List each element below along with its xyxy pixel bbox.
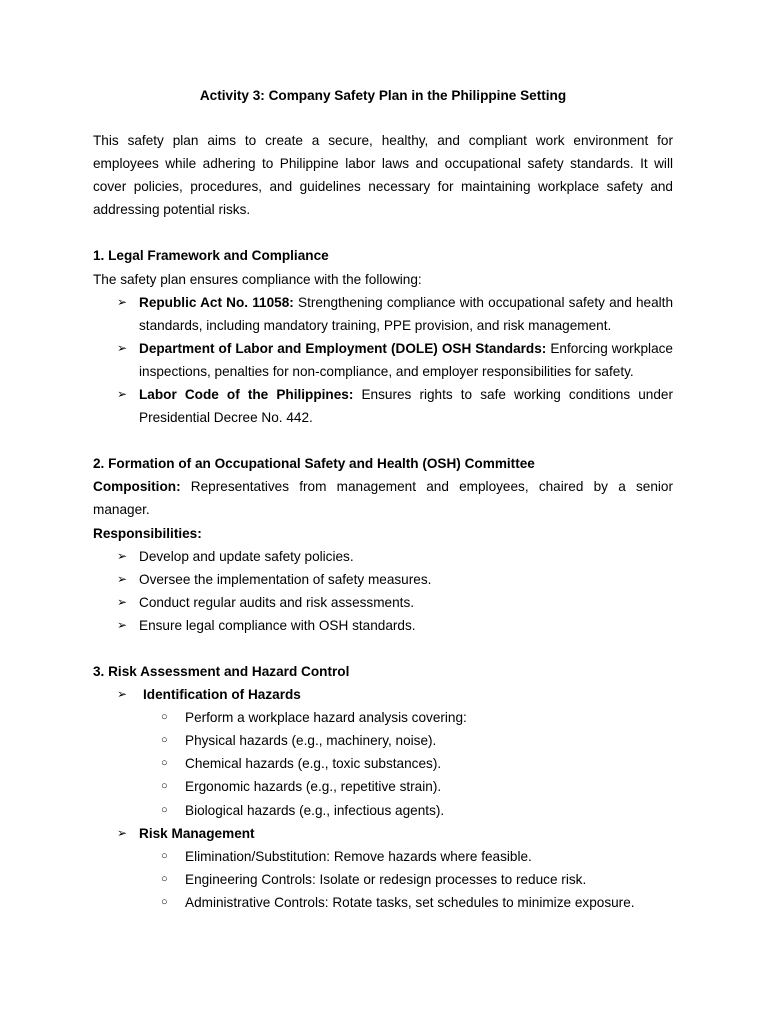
list-item: ○ Perform a workplace hazard analysis covering: (93, 706, 673, 729)
item-text: Enforcing workplace inspections, penalties for non-compliance, and employer responsibilities for safety. (139, 340, 673, 379)
section-1-lead: The safety plan ensures compliance with the following: (93, 271, 422, 287)
composition-text: Representatives from management and employees, chaired by a senior manager. (93, 479, 673, 518)
list-item (93, 383, 673, 429)
list-item: ➢ Conduct regular audits and risk assessments. (93, 591, 673, 614)
section-2-heading: 2. Formation of an Occupational Safety and Health (OSH) Committee (93, 456, 535, 472)
arrow-bullet-icon: ➢ (117, 387, 128, 402)
circle-bullet-icon: ○ (161, 734, 168, 747)
list-item: ○ Elimination/Substitution: Remove hazards where feasible. (93, 845, 673, 868)
circle-bullet-icon: ○ (161, 872, 168, 885)
risk-management-list (93, 845, 673, 914)
arrow-bullet-icon: ➢ (117, 687, 128, 702)
arrow-bullet-icon: ➢ (117, 340, 128, 355)
list-item: ➢ Develop and update safety policies. (93, 545, 673, 568)
item-bold-label: Department of Labor and Employment (DOLE) OSH Standards: (139, 340, 547, 356)
composition-paragraph (93, 475, 673, 521)
item-bold-label: Labor Code of the Philippines: (139, 387, 354, 403)
arrow-bullet-icon: ➢ (117, 548, 128, 563)
composition-label: Composition: (93, 479, 181, 495)
intro-paragraph: This safety plan aims to create a secure, healthy, and compliant work environment for employees while adhering to Philippine labor laws and occupational safety standards. It will cover policies, procedures, and guidelines necessary for maintaining workplace safety and addressing potential risks. (93, 133, 673, 218)
identification-list (93, 706, 673, 821)
arrow-bullet-icon: ➢ (117, 617, 128, 632)
circle-bullet-icon: ○ (161, 895, 168, 908)
list-item: ➢ Oversee the implementation of safety measures. (93, 568, 673, 591)
arrow-bullet-icon: ➢ (117, 594, 128, 609)
responsibilities-list (93, 545, 673, 637)
list-item (93, 291, 673, 337)
list-item (93, 337, 673, 383)
list-item: ➢ Ensure legal compliance with OSH standards. (93, 614, 673, 637)
identification-heading: ➢ Identification of Hazards (93, 683, 673, 706)
circle-bullet-icon: ○ (161, 780, 168, 793)
circle-bullet-icon: ○ (161, 849, 168, 862)
item-bold-label: Republic Act No. 11058: (139, 294, 294, 310)
section-1-heading: 1. Legal Framework and Compliance (93, 248, 329, 264)
responsibilities-label: Responsibilities: (93, 525, 202, 541)
circle-bullet-icon: ○ (161, 803, 168, 816)
list-item: ○ Physical hazards (e.g., machinery, noise). (93, 729, 673, 752)
list-item: ○ Chemical hazards (e.g., toxic substances). (93, 752, 673, 775)
section-3-heading: 3. Risk Assessment and Hazard Control (93, 663, 350, 679)
section-1-list (93, 291, 673, 430)
item-text: Ensures rights to safe working conditions under Presidential Decree No. 442. (139, 387, 674, 426)
document-body (93, 84, 673, 914)
risk-management-heading: ➢ Risk Management (93, 822, 673, 845)
item-text: Strengthening compliance with occupational safety and health standards, including mandatory training, PPE provision, and risk management. (139, 294, 673, 333)
circle-bullet-icon: ○ (161, 757, 168, 770)
arrow-bullet-icon: ➢ (117, 571, 128, 586)
arrow-bullet-icon: ➢ (117, 825, 128, 840)
circle-bullet-icon: ○ (161, 711, 168, 724)
list-item: ○ Ergonomic hazards (e.g., repetitive strain). (93, 775, 673, 798)
document-title: Activity 3: Company Safety Plan in the Philippine Setting (199, 88, 567, 103)
list-item: ○ Engineering Controls: Isolate or redesign processes to reduce risk. (93, 868, 673, 891)
list-item: ○ Administrative Controls: Rotate tasks, set schedules to minimize exposure. (93, 891, 673, 914)
arrow-bullet-icon: ➢ (117, 294, 128, 309)
list-item: ○ Biological hazards (e.g., infectious agents). (93, 799, 673, 822)
